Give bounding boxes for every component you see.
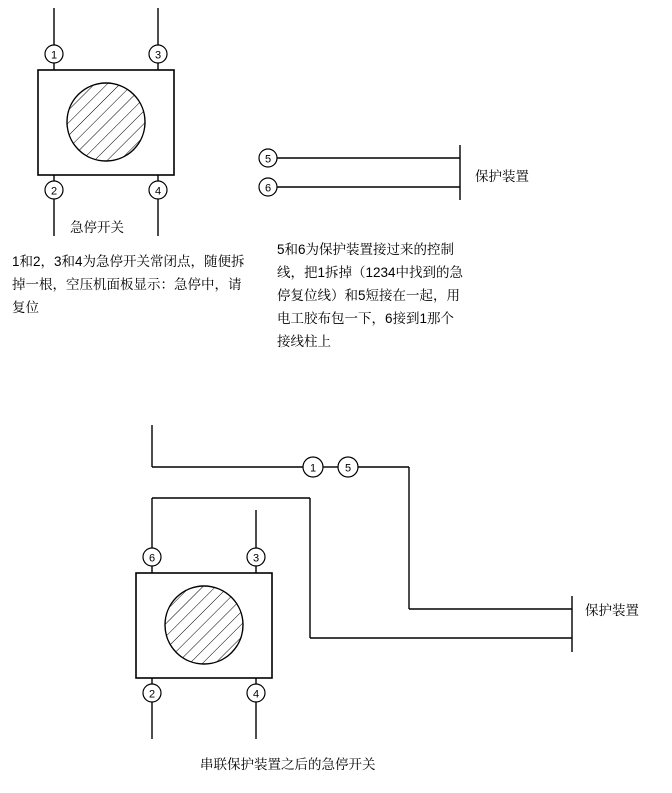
terminal-2-top-label: 2 <box>50 185 58 198</box>
terminal-5-series-label: 5 <box>344 462 352 475</box>
terminal-5-top-label: 5 <box>264 153 272 166</box>
top-note-text: 1和2，3和4为急停开关常闭点，随便拆掉一根，空压机面板显示：急停中，请复位 <box>12 254 245 315</box>
terminal-4-bottom-label: 4 <box>252 688 260 701</box>
terminal-4-top-label: 4 <box>154 185 162 198</box>
top-switch-group <box>38 8 174 236</box>
terminal-3-bottom-label: 3 <box>252 552 260 565</box>
switch-button-bottom <box>165 586 243 664</box>
protection-device-label-top: 保护装置 <box>475 169 529 184</box>
bottom-switch-caption: 串联保护装置之后的急停开关 <box>200 757 376 772</box>
right-note-text: 5和6为保护装置接过来的控制线，把1拆掉（1234中找到的急停复位线）和5短接在一起，用电工胶布包一下，6接到1那个接线柱上 <box>277 242 464 349</box>
terminal-2-bottom-label: 2 <box>148 688 156 701</box>
bottom-circuit-group <box>136 425 572 739</box>
protection-lines-group <box>259 145 460 200</box>
terminal-6-top-label: 6 <box>264 182 272 195</box>
switch-button-top <box>67 83 145 161</box>
terminal-3-top-label: 3 <box>154 49 162 62</box>
terminal-1-series-label: 1 <box>309 462 317 475</box>
terminal-6-bottom-label: 6 <box>148 552 156 565</box>
protection-device-label-bottom: 保护装置 <box>585 603 639 618</box>
top-switch-caption: 急停开关 <box>70 220 124 235</box>
terminal-1-top-label: 1 <box>50 49 58 62</box>
